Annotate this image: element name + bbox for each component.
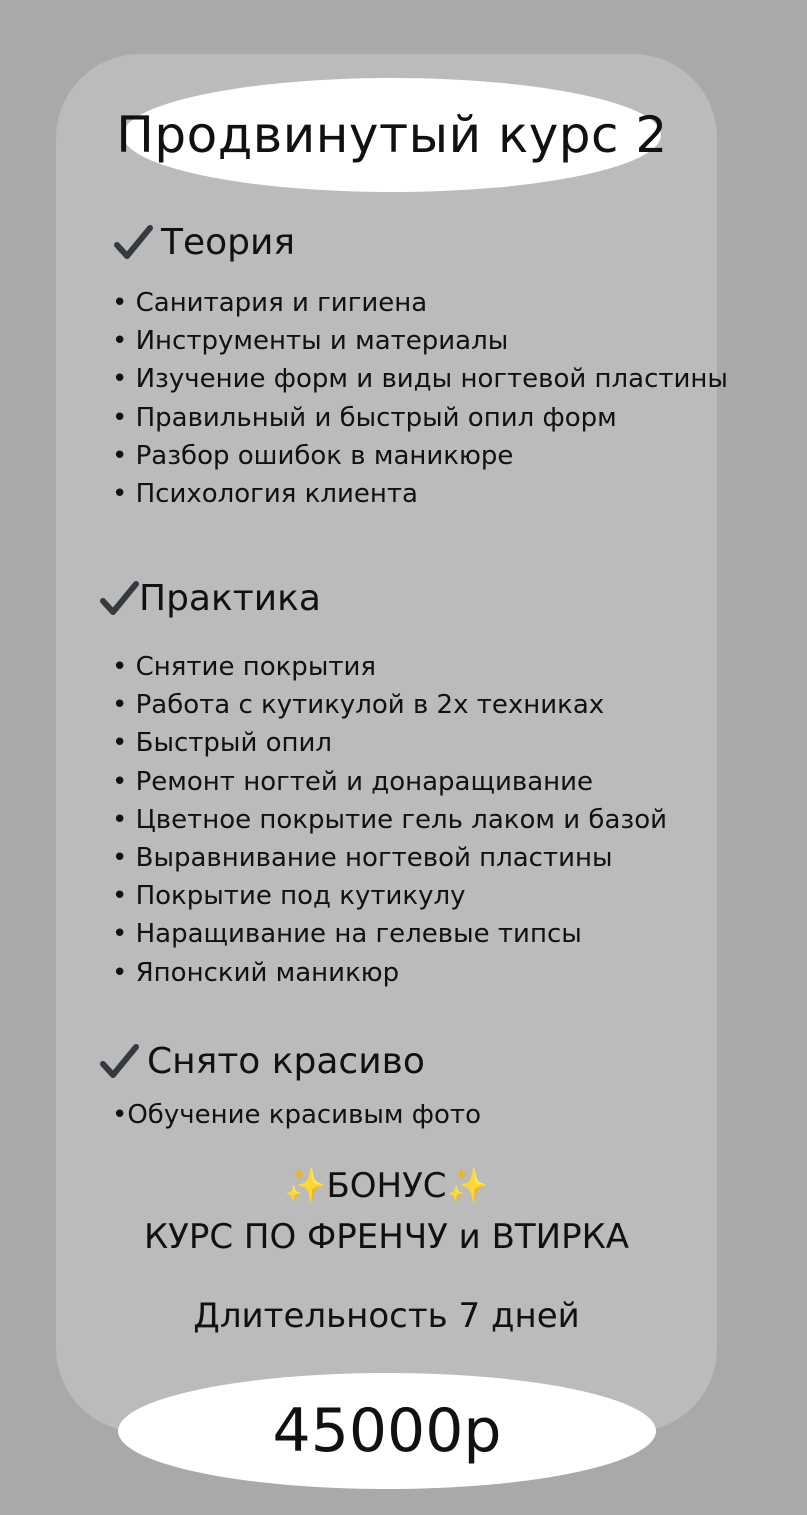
sparkles-icon: ✨ <box>284 1166 327 1206</box>
list-item: • Снятие покрытия <box>112 652 377 682</box>
list-item: • Японский маникюр <box>112 957 400 988</box>
practice-list <box>112 648 667 992</box>
theory-list <box>112 284 728 513</box>
price-label: 45000р <box>272 1396 502 1466</box>
section-photo-title: Снято красиво <box>147 1041 425 1082</box>
list-item: • Работа с кутикулой в 2х техниках <box>112 690 605 721</box>
list-item: • Инструменты и материалы <box>112 326 509 357</box>
bonus-text: КУРС ПО ФРЕНЧУ и ВТИРКА <box>143 1217 630 1257</box>
check-icon <box>113 223 153 263</box>
sparkles-icon: ✨ <box>446 1166 489 1206</box>
check-icon <box>99 579 139 619</box>
duration-text: Длительность 7 дней <box>193 1296 580 1336</box>
title-pill <box>116 78 668 192</box>
photo-list <box>112 1096 481 1134</box>
section-photo-heading <box>99 1041 425 1082</box>
section-practice-title: Практика <box>139 578 321 619</box>
price-pill <box>118 1373 656 1489</box>
section-theory-title: Теория <box>161 222 296 263</box>
list-item: • Правильный и быстрый опил форм <box>112 402 617 433</box>
check-icon <box>99 1042 139 1082</box>
list-item: • Разбор ошибок в маникюре <box>112 440 514 471</box>
course-title: Продвинутый курс 2 <box>116 106 668 164</box>
bonus-label: БОНУС <box>326 1166 447 1206</box>
list-item: • Изучение форм и виды ногтевой пластины <box>112 364 728 395</box>
list-item: •Обучение красивым фото <box>112 1100 481 1130</box>
list-item: • Цветное покрытие гель лаком и базой <box>112 804 668 835</box>
list-item: • Наращивание на гелевые типсы <box>112 919 582 950</box>
list-item: • Санитария и гигиена <box>112 288 428 318</box>
list-item: • Выравнивание ногтевой пластины <box>112 843 613 874</box>
list-item: • Психология клиента <box>112 479 418 510</box>
list-item: • Быстрый опил <box>112 728 333 759</box>
list-item: • Ремонт ногтей и донаращивание <box>112 766 594 797</box>
list-item: • Покрытие под кутикулу <box>112 881 466 912</box>
section-practice-heading <box>99 578 321 619</box>
bonus-heading <box>56 1164 717 1208</box>
section-theory-heading <box>113 222 295 263</box>
